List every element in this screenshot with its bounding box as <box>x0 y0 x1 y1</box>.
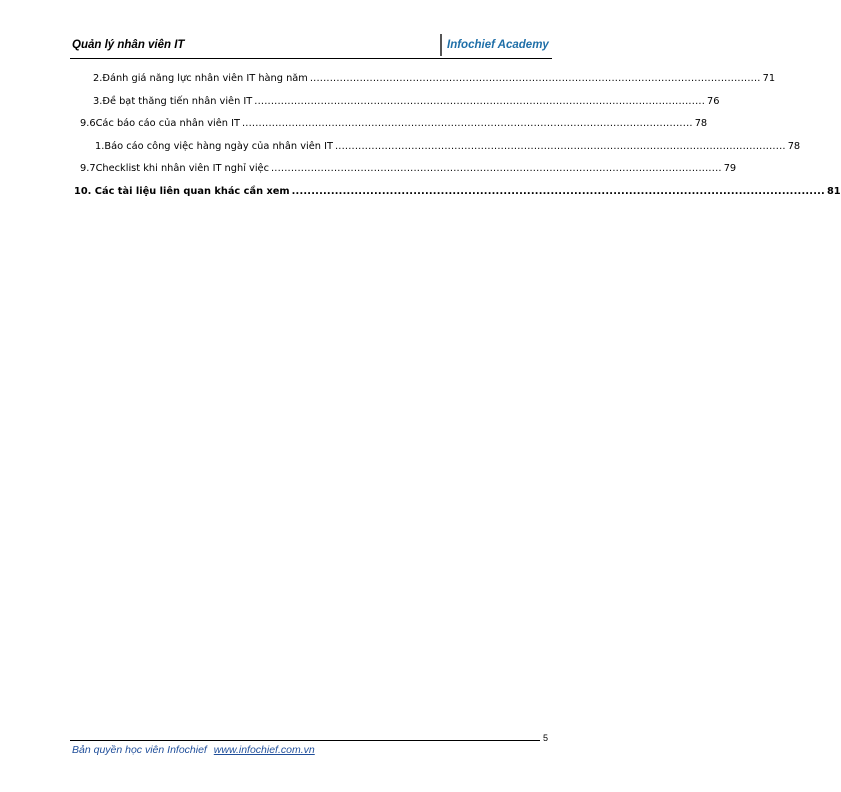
toc-entry-number: 3. <box>93 96 103 107</box>
toc-entry[interactable] <box>95 137 801 153</box>
toc-entry-number: 2. <box>93 73 103 84</box>
toc-entry-title: . Các tài liệu liên quan khác cần xem <box>87 186 290 197</box>
brand-name: Infochief Academy <box>447 39 549 51</box>
toc-entry-number: 10 <box>74 186 88 197</box>
toc-leader-dots: ........................................................................................................................................ <box>291 186 825 197</box>
toc-leader-dots: ........................................................................................................................................ <box>241 118 693 129</box>
toc-entry-number: 9.7 <box>80 163 96 174</box>
toc-leader-dots: ........................................................................................................................................ <box>270 163 722 174</box>
toc-entry-page: 81 <box>826 186 841 197</box>
toc-leader-dots: ........................................................................................................................................ <box>309 73 761 84</box>
toc-entry-page: 76 <box>707 96 720 107</box>
toc-entry-number: 9.6 <box>80 118 96 129</box>
toc-entry[interactable] <box>80 114 708 130</box>
toc-leader-dots: ........................................................................................................................................ <box>254 96 706 107</box>
toc-entry-title: Checklist khi nhân viên IT nghỉ việc <box>95 163 269 174</box>
toc-leader-dots: ........................................................................................................................................ <box>334 141 786 152</box>
toc-entry[interactable] <box>80 159 737 175</box>
website-link[interactable]: www.infochief.com.vn <box>213 744 315 756</box>
toc-entry-page: 78 <box>694 118 708 129</box>
toc-entry-title: Đề bạt thăng tiến nhân viên IT <box>102 96 253 107</box>
document-title: Quản lý nhân viên IT <box>72 39 185 51</box>
toc-entry-number: 1. <box>95 141 105 152</box>
toc-entry-title: Báo cáo công việc hàng ngày của nhân viên IT <box>104 141 333 152</box>
toc-entry[interactable] <box>93 92 720 108</box>
footer-copyright <box>72 744 315 756</box>
toc-entry-page: 79 <box>723 163 737 174</box>
page-number: 5 <box>543 733 549 743</box>
toc-entry-title: Đánh giá năng lực nhân viên IT hàng năm <box>102 73 308 84</box>
toc-entry-page: 78 <box>787 141 801 152</box>
toc-entry[interactable] <box>93 69 776 85</box>
toc-entry-page: 71 <box>762 73 776 84</box>
toc-entry-title: Các báo cáo của nhân viên IT <box>95 118 240 129</box>
toc-entry[interactable] <box>74 182 841 198</box>
footer-rule <box>70 740 540 741</box>
copyright-text: Bản quyền học viên Infochief <box>72 744 207 756</box>
